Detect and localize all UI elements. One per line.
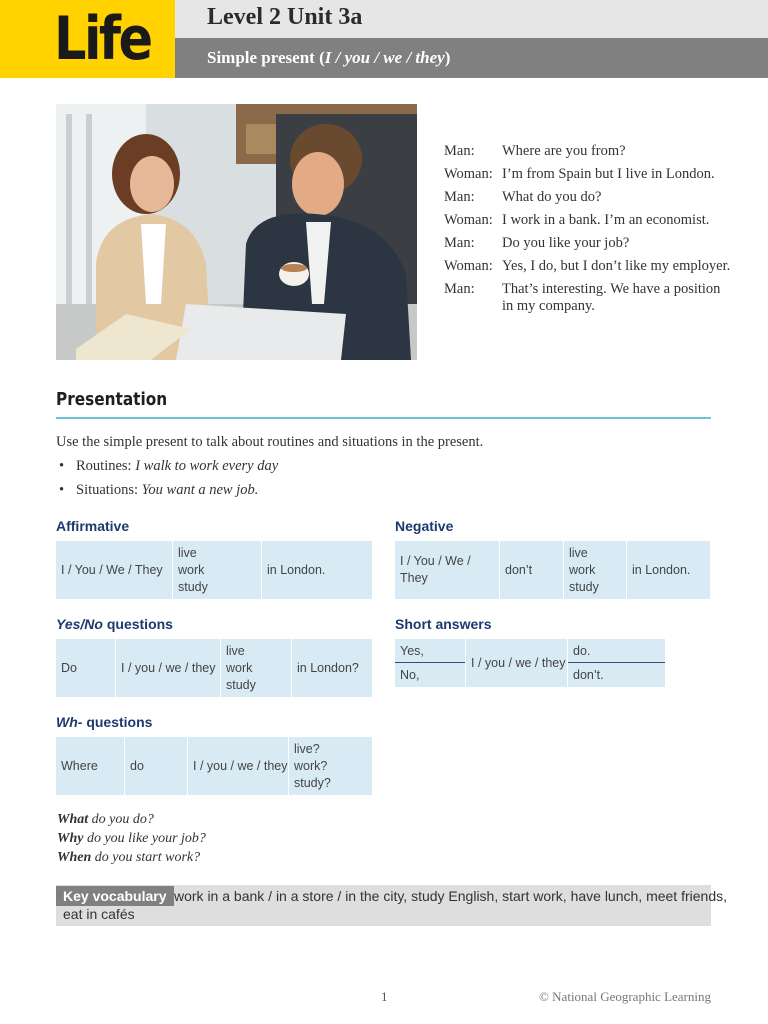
- yesno-verbs: live work study: [221, 639, 291, 697]
- short-answers-title: Short answers: [395, 616, 492, 632]
- dialogue-line: Woman: Yes, I do, but I don’t like my employer.: [444, 258, 731, 274]
- affirmative-subject: I / You / We / They: [56, 541, 172, 599]
- presentation-heading: Presentation: [56, 389, 168, 410]
- wh-aux: do: [125, 737, 187, 795]
- presentation-intro: Use the simple present to talk about routines and situations in the present.: [56, 434, 484, 450]
- short-answer-positive: do.: [568, 639, 665, 663]
- short-answer-divider: [568, 662, 665, 663]
- dialogue-line: Woman: I work in a bank. I’m an economist.: [444, 212, 710, 228]
- dialogue-line: Woman: I’m from Spain but I live in London.: [444, 166, 715, 182]
- section-divider: [56, 417, 711, 419]
- negative-aux: don’t: [500, 541, 563, 599]
- short-answer-negative: don’t.: [568, 663, 665, 687]
- yesno-title: Yes/No questions: [56, 616, 173, 632]
- short-answer-divider: [395, 662, 465, 663]
- dialogue-line: Man: What do you do?: [444, 189, 602, 205]
- key-vocabulary-label: Key vocabulary: [56, 886, 174, 906]
- dialogue-line: Man: Do you like your job?: [444, 235, 630, 251]
- life-logo: Life: [54, 4, 151, 74]
- key-vocabulary-text-cont: eat in cafés: [63, 906, 135, 922]
- page-number: 1: [381, 989, 388, 1004]
- usage-bullets: [56, 458, 278, 506]
- dialogue-line: Man: That’s interesting. We have a position in my company.: [444, 281, 721, 314]
- short-answer-subject: I / you / we / they: [466, 639, 567, 687]
- wh-subject: I / you / we / they: [188, 737, 288, 795]
- short-answer-no: No,: [395, 663, 465, 687]
- negative-subject: I / You / We / They: [395, 541, 499, 599]
- affirmative-ending: in London.: [262, 541, 372, 599]
- yesno-subject: I / you / we / they: [116, 639, 220, 697]
- key-vocabulary-text: work in a bank / in a store / in the city, study English, start work, have lunch, meet friends,: [174, 888, 727, 904]
- wh-title: Wh- questions: [56, 714, 153, 730]
- bullet-item: • Situations: You want a new job.: [56, 482, 278, 506]
- yesno-ending: in London?: [292, 639, 372, 697]
- dialogue: [444, 143, 734, 321]
- wh-example: Why do you like your job?: [57, 831, 206, 846]
- negative-ending: in London.: [627, 541, 710, 599]
- wh-example: What do you do?: [57, 812, 154, 827]
- negative-title: Negative: [395, 518, 454, 534]
- negative-verbs: live work study: [564, 541, 626, 599]
- wh-word: Where: [56, 737, 124, 795]
- page-subtitle: Simple present (I / you / we / they): [207, 48, 451, 67]
- short-answer-yes: Yes,: [395, 639, 465, 663]
- wh-examples: [57, 810, 206, 867]
- dialogue-line: Man: Where are you from?: [444, 143, 626, 159]
- affirmative-title: Affirmative: [56, 518, 130, 534]
- wh-verbs: live? work? study?: [289, 737, 372, 795]
- yesno-aux: Do: [56, 639, 115, 697]
- wh-example: When do you start work?: [57, 850, 201, 865]
- page-title: Level 2 Unit 3a: [207, 4, 363, 30]
- conversation-photo: [56, 104, 417, 360]
- copyright-notice: © National Geographic Learning: [539, 989, 711, 1004]
- bullet-item: • Routines: I walk to work every day: [56, 458, 278, 482]
- affirmative-verbs: live work study: [173, 541, 261, 599]
